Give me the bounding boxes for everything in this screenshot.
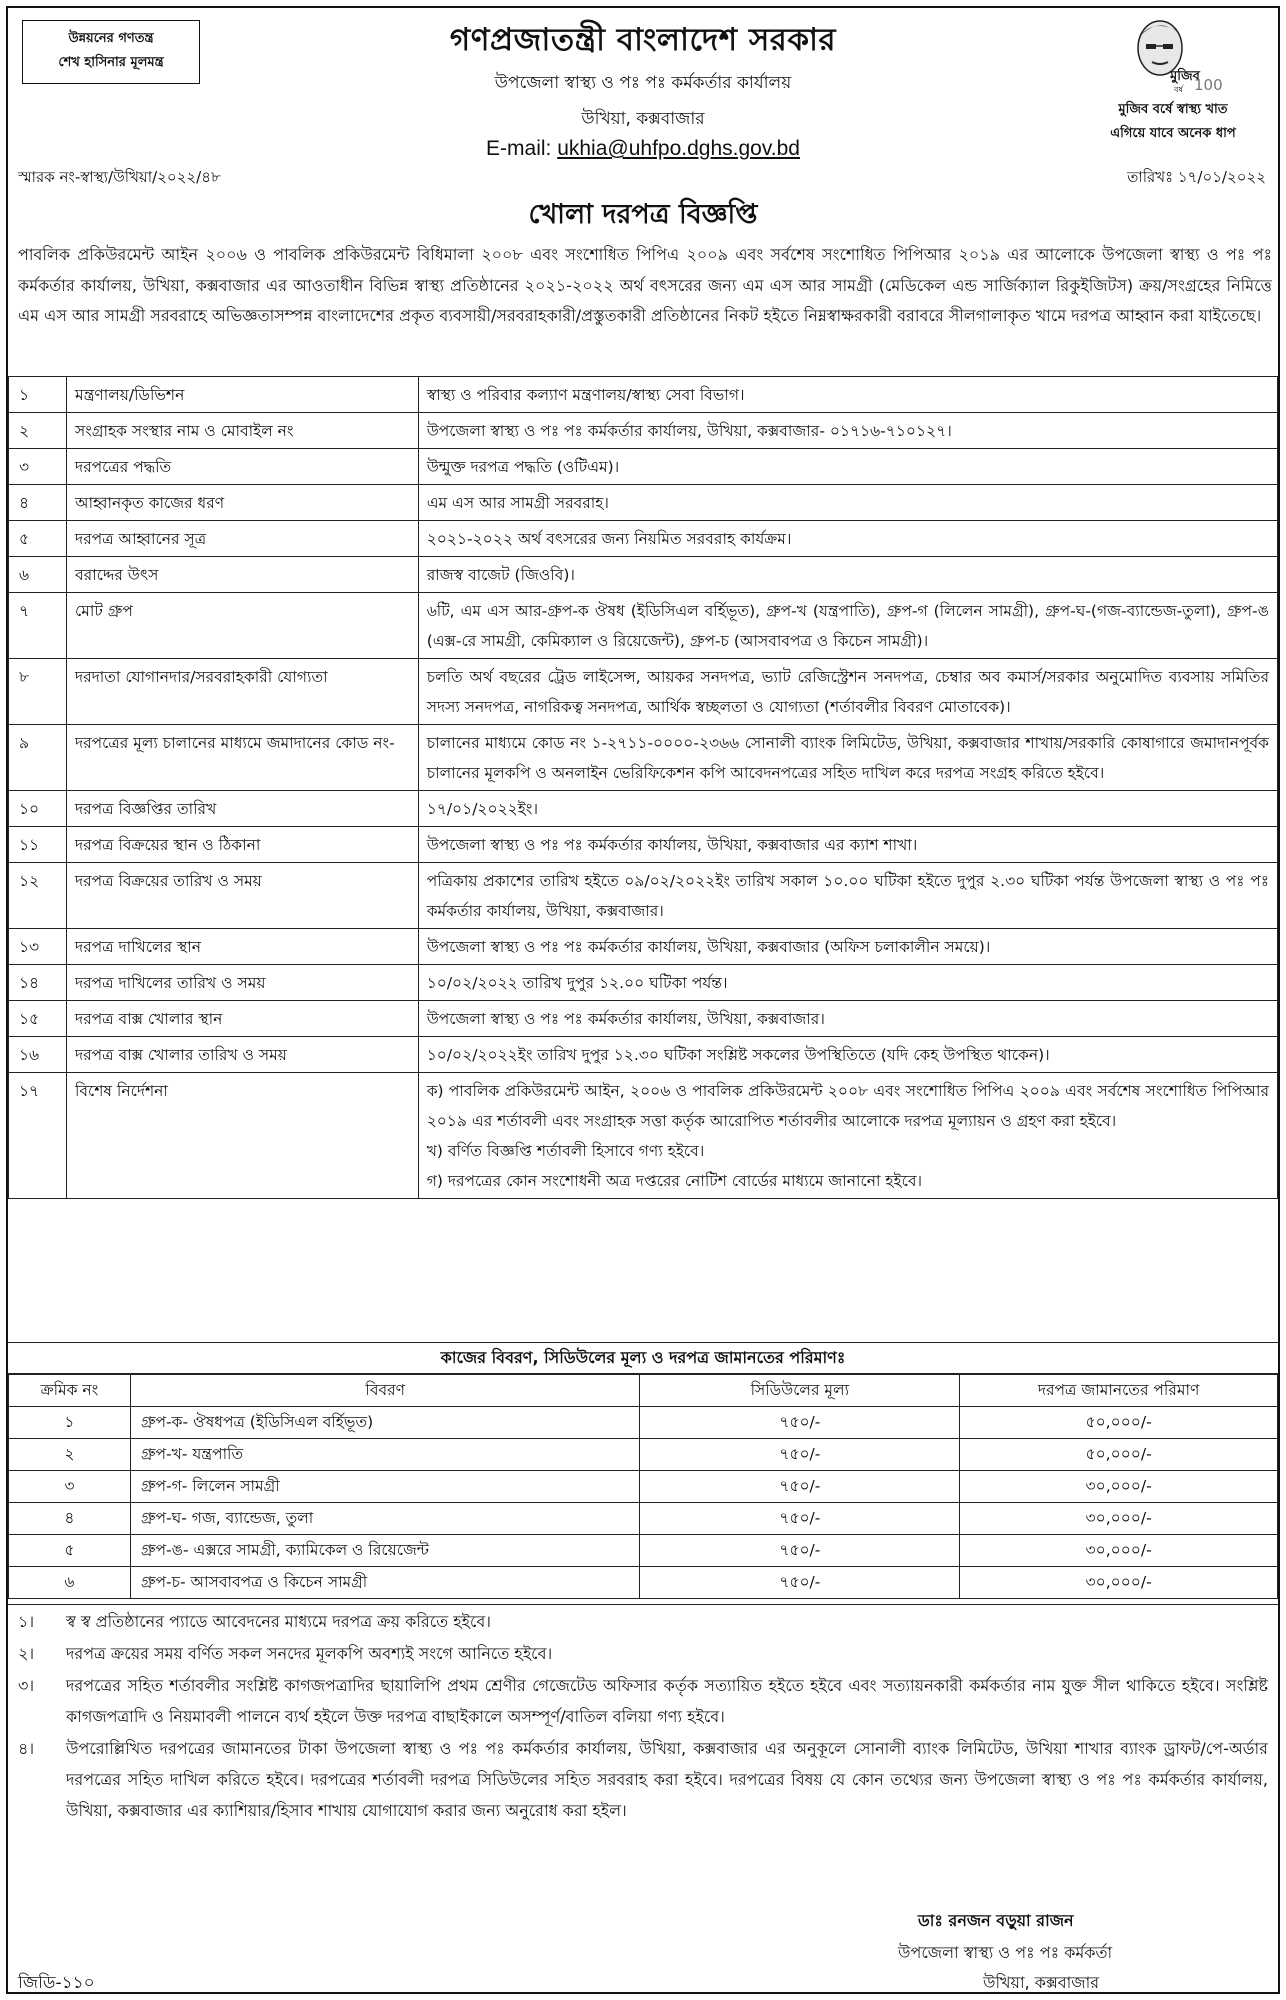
schedule-header-row [9, 1375, 1278, 1407]
mujib-caption-2: এগিয়ে যাবে অনেক ধাপ [1110, 126, 1236, 141]
signatory-place: উখিয়া, কক্সবাজার [983, 1973, 1100, 1992]
email-link[interactable]: ukhia@uhfpo.dghs.gov.bd [557, 137, 800, 160]
table-row: ২ সংগ্রাহক সংস্থার নাম ও মোবাইল নং উপজেলা স্বাস্থ্য ও পঃ পঃ কর্মকর্তার কার্যালয়, উখিয়া, কক্সবাজার- ০১৭১৬-৭১০১২৭। [9, 413, 1278, 449]
email-label: E-mail: [486, 137, 552, 160]
slogan-line-2: শেখ হাসিনার মূলমন্ত্র [58, 55, 164, 70]
table-row: ৩ গ্রুপ-গ- লিলেন সামগ্রী ৭৫০/- ৩০,০০০/- [9, 1471, 1278, 1503]
col-description: বিবরণ [130, 1375, 640, 1407]
schedule-table [8, 1374, 1278, 1599]
table-row: ১৬ দরপত্র বাক্স খোলার তারিখ ও সময় ১০/০২/২০২২ইং তারিখ দুপুর ১২.৩০ ঘটিকা সংশ্লিষ্ট সকলের উপস্থিতিতে (যদি কেহ উপস্থিত থাকেন)। [9, 1037, 1278, 1073]
condition-item: ২। দরপত্র ক্রয়ের সময় বর্ণিত সকল সনদের মূলকপি অবশ্যই সংগে আনিতে হইবে। [18, 1644, 553, 1663]
table-row: ১ গ্রুপ-ক- ঔষধপত্র (ইডিসিএল বর্হিভূত) ৭৫০/- ৫০,০০০/- [9, 1407, 1278, 1439]
signatory-name: ডাঃ রনজন বড়ুয়া রাজন [918, 1911, 1074, 1930]
table-row: ১৫ দরপত্র বাক্স খোলার স্থান উপজেলা স্বাস্থ্য ও পঃ পঃ কর্মকর্তার কার্যালয়, উখিয়া, কক্সবাজার। [9, 1001, 1278, 1037]
table-row: ৯ দরপত্রের মূল্য চালানের মাধ্যমে জমাদানের কোড নং- চালানের মাধ্যমে কোড নং ১-২৭১১-০০০০-২৩৬৬ সোনালী ব্যাংক লিমিটেড, উখিয়া, কক্সবাজার শাখায়/সরকারি কোষাগারে জমাদানপূর্বক চালানের মূলকপি ও অনলাইন ভেরিফিকেশন কপি আবেদনপত্রের সহিত দাখিল করে দরপত্র সংগ্রহ করিতে হইবে। [9, 725, 1278, 791]
schedule-title: কাজের বিবরণ, সিডিউলের মূল্য ও দরপত্র জামানতের পরিমাণঃ [8, 1342, 1278, 1374]
logo-text-borsho: বর্ষ [1174, 85, 1183, 94]
condition-item: ৪। উপরোল্লিখিত দরপত্রের জামানতের টাকা উপজেলা স্বাস্থ্য ও পঃ পঃ কর্মকর্তার কার্যালয়, উখিয়া, কক্সবাজার এর অনুকূলে সোনালী ব্যাংক লিমিটেড, উখিয়া শাখার ব্যাংক ড্রাফট/পে-অর্ডার দরপত্রের সহিত দাখিল করিতে হইবে। দরপত্রের শর্তাবলী দরপত্র সিডিউলের সহিত সরবরাহ করা হইবে। দরপত্রের বিষয় যে কোন তথ্যের জন্য উপজেলা স্বাস্থ্য ও পঃ পঃ কর্মকর্তার কার্যালয়, উখিয়া, কক্সবাজার এর ক্যাশিয়ার/হিসাব শাখায় যোগাযোগ করার জন্য অনুরোধ করা হইল। [18, 1739, 1268, 1820]
tender-info-table [8, 376, 1278, 1199]
table-row: ১৩ দরপত্র দাখিলের স্থান উপজেলা স্বাস্থ্য ও পঃ পঃ কর্মকর্তার কার্যালয়, উখিয়া, কক্সবাজার (অফিস চলাকালীন সময়ে)। [9, 929, 1278, 965]
notice-date: তারিখঃ ১৭/০১/২০২২ [1127, 168, 1266, 186]
table-row: ৬ বরাদ্দের উৎস রাজস্ব বাজেট (জিওবি)। [9, 557, 1278, 593]
notice-title: খোলা দরপত্র বিজ্ঞপ্তি [528, 199, 758, 230]
notice-page [6, 6, 1280, 1994]
table-row: ১০ দরপত্র বিজ্ঞপ্তির তারিখ ১৭/০১/২০২২ইং। [9, 791, 1278, 827]
conditions-list [8, 1604, 1278, 1826]
special-ga: গ) দরপত্রের কোন সংশোধনী অত্র দপ্তরের নোটিশ বোর্ডের মাধ্যমে জানানো হইবে। [426, 1172, 923, 1190]
logo-text-100: 100 [1194, 76, 1223, 94]
special-ka: ক) পাবলিক প্রকিউরমেন্ট আইন, ২০০৬ ও পাবলিক প্রকিউরমেন্ট ২০০৮ এবং সংশোধিত পিপিএ ২০০৯ এবং সর্বশেষ সংশোধিত পিপিআর ২০১৯ এর শর্তাবলী এবং সংগ্রাহক সত্তা কর্তৃক আরোপিত শর্তাবলীর আলোকে দরপত্র মূল্যায়ন ও গ্রহণ করা হইবে। [426, 1082, 1269, 1130]
table-row: ৪ গ্রুপ-ঘ- গজ, ব্যান্ডেজ, তুলা ৭৫০/- ৩০,০০০/- [9, 1503, 1278, 1535]
government-title: গণপ্রজাতন্ত্রী বাংলাদেশ সরকার [449, 22, 837, 58]
signatory-designation: উপজেলা স্বাস্থ্য ও পঃ পঃ কর্মকর্তা [898, 1943, 1113, 1962]
col-serial: ক্রমিক নং [9, 1375, 131, 1407]
office-name: উপজেলা স্বাস্থ্য ও পঃ পঃ কর্মকর্তার কার্যালয় [494, 73, 792, 93]
gd-code: জিডি-১১০ [18, 1973, 95, 1993]
table-row: ১১ দরপত্র বিক্রয়ের স্থান ও ঠিকানা উপজেলা স্বাস্থ্য ও পঃ পঃ কর্মকর্তার কার্যালয়, উখিয়া, কক্সবাজার এর ক্যাশ শাখা। [9, 827, 1278, 863]
table-row-special: ১৭ বিশেষ নির্দেশনা ক) পাবলিক প্রকিউরমেন্ট আইন, ২০০৬ ও পাবলিক প্রকিউরমেন্ট ২০০৮ এবং সংশোধিত পিপিএ ২০০৯ এবং সর্বশেষ সংশোধিত পিপিআর ২০১৯ এর শর্তাবলী এবং সংগ্রাহক সত্তা কর্তৃক আরোপিত শর্তাবলীর আলোকে দরপত্র মূল্যায়ন ও গ্রহণ করা হইবে। খ) বর্ণিত বিজ্ঞপ্তি শর্তাবলী হিসাবে গণ্য হইবে। গ) দরপত্রের কোন সংশোধনী অত্র দপ্তরের নোটিশ বোর্ডের মাধ্যমে জানানো হইবে। [9, 1073, 1278, 1199]
slogan-line-1: উন্নয়নের গণতন্ত্র [68, 31, 154, 46]
table-row: ১৪ দরপত্র দাখিলের তারিখ ও সময় ১০/০২/২০২২ তারিখ দুপুর ১২.০০ ঘটিকা পর্যন্ত। [9, 965, 1278, 1001]
col-security-amount: দরপত্র জামানতের পরিমাণ [960, 1375, 1278, 1407]
table-row: ৬ গ্রুপ-চ- আসবাবপত্র ও কিচেন সামগ্রী ৭৫০/- ৩০,০০০/- [9, 1567, 1278, 1599]
special-kha: খ) বর্ণিত বিজ্ঞপ্তি শর্তাবলী হিসাবে গণ্য হইবে। [426, 1142, 705, 1160]
table-row: ৪ আহ্বানকৃত কাজের ধরণ এম এস আর সামগ্রী সরবরাহ। [9, 485, 1278, 521]
condition-item: ৩। দরপত্রের সহিত শর্তাবলীর সংশ্লিষ্ট কাগজপত্রাদির ছায়ালিপি প্রথম শ্রেণীর গেজেটেড অফিসার কর্তৃক সত্যায়িত হইতে হইবে এবং সত্যায়নকারী কর্মকর্তার নাম যুক্ত সীল থাকিতে হইবে। সংশ্লিষ্ট কাগজপত্রাদি ও নিয়মাবলী পালনে ব্যর্থ হইলে উক্ত দরপত্র বাছাইকালে অসম্পূর্ণ/বাতিল বলিয়া গণ্য হইবে। [18, 1676, 1268, 1726]
memo-number: স্মারক নং-স্বাস্থ্য/উখিয়া/২০২২/৪৮ [18, 168, 221, 186]
mujib-portrait-logo [1118, 14, 1223, 94]
mujib-caption-1: মুজিব বর্ষে স্বাস্থ্য খাত [1118, 102, 1228, 117]
table-row: ১ মন্ত্রণালয়/ডিভিশন স্বাস্থ্য ও পরিবার কল্যাণ মন্ত্রণালয়/স্বাস্থ্য সেবা বিভাগ। [9, 377, 1278, 413]
condition-item: ১। স্ব স্ব প্রতিষ্ঠানের প্যাডে আবেদনের মাধ্যমে দরপত্র ক্রয় করিতে হইবে। [18, 1612, 492, 1631]
table-row: ২ গ্রুপ-খ- যন্ত্রপাতি ৭৫০/- ৫০,০০০/- [9, 1439, 1278, 1471]
table-row: ১২ দরপত্র বিক্রয়ের তারিখ ও সময় পত্রিকায় প্রকাশের তারিখ হইতে ০৯/০২/২০২২ইং তারিখ সকাল ১০.০০ ঘটিকা হইতে দুপুর ২.৩০ ঘটিকা পর্যন্ত উপজেলা স্বাস্থ্য ও পঃ পঃ কর্মকর্তার কার্যালয়, উখিয়া, কক্সবাজার। [9, 863, 1278, 929]
col-schedule-price: সিডিউলের মূল্য [640, 1375, 960, 1407]
table-row: ৩ দরপত্রের পদ্ধতি উন্মুক্ত দরপত্র পদ্ধতি (ওটিএম)। [9, 449, 1278, 485]
office-location: উখিয়া, কক্সবাজার [581, 109, 705, 129]
intro-paragraph: পাবলিক প্রকিউরমেন্ট আইন ২০০৬ ও পাবলিক প্রকিউরমেন্ট বিধিমালা ২০০৮ এবং সংশোধিত পিপিএ ২০০৯ এবং সর্বশেষ সংশোধিত পিপিআর ২০১৯ এর আলোকে উপজেলা স্বাস্থ্য ও পঃ পঃ কর্মকর্তার কার্যালয়, উখিয়া, কক্সবাজার এর আওতাধীন বিভিন্ন স্বাস্থ্য প্রতিষ্ঠানের ২০২১-২০২২ অর্থ বৎসরের জন্য এম এস আর সামগ্রী (মেডিকেল এন্ড সার্জিক্যাল রিকুইজিটস) ক্রয়/সংগ্রহের নিমিত্তে এম এস আর সামগ্রী সরবরাহে অভিজ্ঞতাসম্পন্ন বাংলাদেশের প্রকৃত ব্যবসায়ী/সরবরাহকারী/প্রস্তুতকারী প্রতিষ্ঠানের নিকট হইতে নিম্নস্বাক্ষরকারী বরাবরে সীলগালাকৃত খামে দরপত্র আহ্বান করা যাইতেছে। [18, 245, 1272, 325]
table-row: ৮ দরদাতা যোগানদার/সরবরাহকারী যোগ্যতা চলতি অর্থ বছরের ট্রেড লাইসেন্স, আয়কর সনদপত্র, ভ্যাট রেজিস্ট্রেশন সনদপত্র, চেম্বার অব কমার্স/সরকার অনুমোদিত ব্যবসায় সমিতির সদস্য সনদপত্র, নাগরিকত্ব সনদপত্র, আর্থিক স্বচ্ছলতা ও যোগ্যতা (শর্তাবলীর বিবরণ মোতাবেক)। [9, 659, 1278, 725]
table-row: ৭ মোট গ্রুপ ৬টি, এম এস আর-গ্রুপ-ক ঔষধ (ইডিসিএল বর্হিভূত), গ্রুপ-খ (যন্ত্রপাতি), গ্রুপ-গ (লিলেন সামগ্রী), গ্রুপ-ঘ-(গজ-ব্যান্ডেজ-তুলা), গ্রুপ-ঙ (এক্স-রে সামগ্রী, কেমিক্যাল ও রিয়েজেন্ট), গ্রুপ-চ (আসবাবপত্র ও কিচেন সামগ্রী)। [9, 593, 1278, 659]
table-row: ৫ দরপত্র আহ্বানের সূত্র ২০২১-২০২২ অর্থ বৎসরের জন্য নিয়মিত সরবরাহ কার্যক্রম। [9, 521, 1278, 557]
table-row: ৫ গ্রুপ-ঙ- এক্সরে সামগ্রী, ক্যামিকেল ও রিয়েজেন্ট ৭৫০/- ৩০,০০০/- [9, 1535, 1278, 1567]
logo-text-mujib: মুজিব [1170, 69, 1200, 84]
